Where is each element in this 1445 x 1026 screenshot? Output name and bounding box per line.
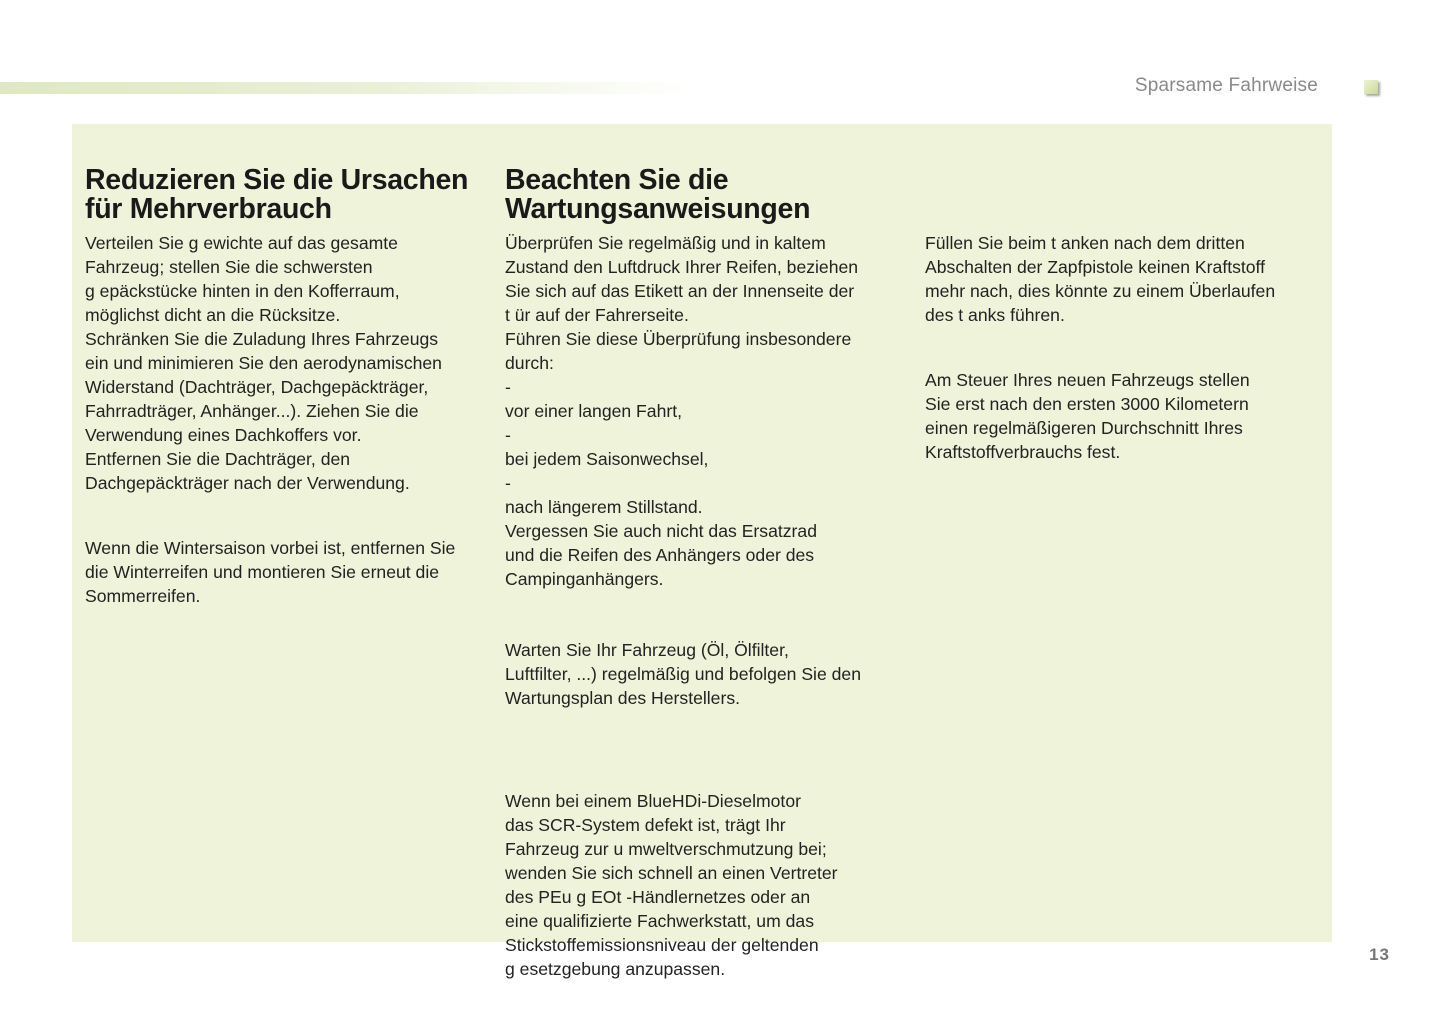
text-line: wenden Sie sich schnell an einen Vertreter xyxy=(505,863,838,883)
heading-line: für Mehrverbrauch xyxy=(85,193,332,225)
text-line: Wenn die Wintersaison vorbei ist, entfernen Sie xyxy=(85,538,456,558)
text-line: und die Reifen des Anhängers oder des xyxy=(505,545,815,565)
text-line: das SCR-System defekt ist, trägt Ihr xyxy=(505,815,786,835)
text-line: Wenn bei einem BlueHDi-Dieselmotor xyxy=(505,791,801,811)
text-line: Zustand den Luftdruck Ihrer Reifen, beziehen xyxy=(505,257,859,277)
text-line: eine qualifizierte Fachwerkstatt, um das xyxy=(505,911,815,931)
section-title: Sparsame Fahrweise xyxy=(1134,75,1318,96)
paragraph-scr-system xyxy=(505,789,905,981)
text-line: Luftfilter, ...) regelmäßig und befolgen Sie den xyxy=(505,664,861,684)
list-item xyxy=(505,375,905,423)
column-maintenance xyxy=(505,166,905,981)
text-line: mehr nach, dies könnte zu einem Überlaufen xyxy=(925,281,1276,301)
page-number: 13 xyxy=(1369,945,1390,964)
text-line: durch: xyxy=(505,353,554,373)
list-item-text: nach längerem Stillstand. xyxy=(505,497,703,517)
text-line: t ür auf der Fahrerseite. xyxy=(505,305,689,325)
paragraph-refuelling xyxy=(925,231,1320,327)
paragraph-service-plan xyxy=(505,638,905,710)
text-line: Schränken Sie die Zuladung Ihres Fahrzeugs xyxy=(85,329,439,349)
text-line: Füllen Sie beim t anken nach dem dritten xyxy=(925,233,1245,253)
heading-reduce-consumption xyxy=(85,166,485,224)
text-line: Sie erst nach den ersten 3000 Kilometern xyxy=(925,394,1249,414)
paragraph-running-in xyxy=(925,368,1320,464)
list-item xyxy=(505,423,905,471)
text-line: Stickstoffemissionsniveau der geltenden xyxy=(505,935,819,955)
list-item-text: vor einer langen Fahrt, xyxy=(505,401,683,421)
text-line: Kraftstoffverbrauchs fest. xyxy=(925,442,1121,462)
text-line: Vergessen Sie auch nicht das Ersatzrad xyxy=(505,521,817,541)
text-line: die Winterreifen und montieren Sie erneut die xyxy=(85,562,440,582)
text-line: des PEu g EOt -Händlernetzes oder an xyxy=(505,887,811,907)
heading-line: Wartungsanweisungen xyxy=(505,193,811,225)
text-line: Widerstand (Dachträger, Dachgepäckträger, xyxy=(85,377,429,397)
text-line: Dachgepäckträger nach der Verwendung. xyxy=(85,473,410,493)
text-line: Verteilen Sie g ewichte auf das gesamte xyxy=(85,233,398,253)
text-line: Abschalten der Zapfpistole keinen Kraftstoff xyxy=(925,257,1266,277)
column-fuel-consumption xyxy=(85,166,485,608)
heading-maintenance xyxy=(505,166,905,224)
paragraph-load-distribution xyxy=(85,231,485,495)
text-line: möglichst dicht an die Rücksitze. xyxy=(85,305,341,325)
text-line: Sie sich auf das Etikett an der Innenseite der xyxy=(505,281,855,301)
text-line: Warten Sie Ihr Fahrzeug (Öl, Ölfilter, xyxy=(505,640,789,660)
text-line: g epäckstücke hinten in den Kofferraum, xyxy=(85,281,400,301)
bullet-dash: - xyxy=(505,473,511,493)
column-refuelling xyxy=(925,166,1320,464)
paragraph-tyre-pressure xyxy=(505,231,905,591)
list-item-text: bei jedem Saisonwechsel, xyxy=(505,449,709,469)
text-line: Fahrradträger, Anhänger...). Ziehen Sie die xyxy=(85,401,419,421)
text-line: ein und minimieren Sie den aerodynamischen xyxy=(85,353,442,373)
text-line: Fahrzeug; stellen Sie die schwersten xyxy=(85,257,373,277)
text-line: Überprüfen Sie regelmäßig und in kaltem xyxy=(505,233,826,253)
bullet-dash: - xyxy=(505,377,511,397)
heading-line: Beachten Sie die xyxy=(505,164,729,196)
text-line: Fahrzeug zur u mweltverschmutzung bei; xyxy=(505,839,827,859)
text-line: einen regelmäßigeren Durchschnitt Ihres xyxy=(925,418,1243,438)
text-line: Verwendung eines Dachkoffers vor. xyxy=(85,425,362,445)
text-line: Am Steuer Ihres neuen Fahrzeugs stellen xyxy=(925,370,1250,390)
text-line: Wartungsplan des Herstellers. xyxy=(505,688,741,708)
text-line: des t anks führen. xyxy=(925,305,1065,325)
paragraph-winter-tyres xyxy=(85,536,485,608)
text-line: Führen Sie diese Überprüfung insbesondere xyxy=(505,329,852,349)
text-line: Entfernen Sie die Dachträger, den xyxy=(85,449,351,469)
text-line: g esetzgebung anzupassen. xyxy=(505,959,726,979)
text-line: Sommerreifen. xyxy=(85,586,201,606)
text-line: Campinganhängers. xyxy=(505,569,664,589)
bullet-dash: - xyxy=(505,425,511,445)
section-marker-square xyxy=(1364,80,1378,94)
header-decorative-band xyxy=(0,82,690,94)
list-item xyxy=(505,471,905,519)
heading-line: Reduzieren Sie die Ursachen xyxy=(85,164,469,196)
